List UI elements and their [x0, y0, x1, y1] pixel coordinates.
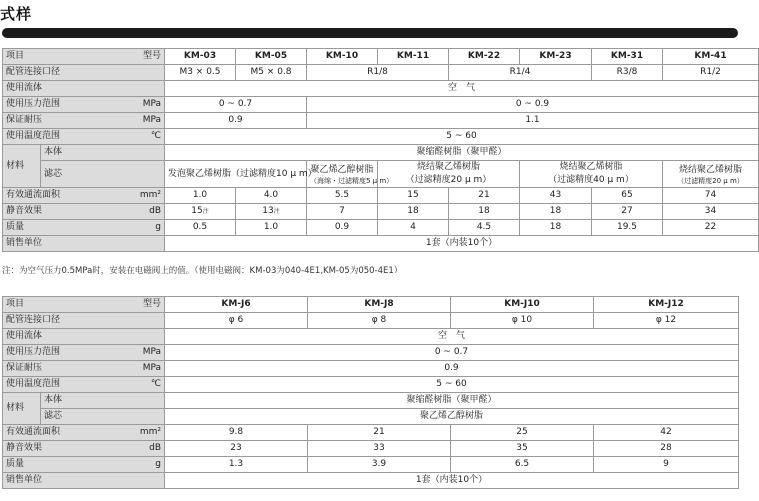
area-cell: 25: [451, 425, 594, 441]
filter-cell: 聚乙烯乙醇树脂: [165, 409, 739, 425]
table-row: [3, 457, 739, 473]
pressure-cell: 0 ~ 0.7: [165, 97, 307, 113]
table-row: [3, 473, 739, 489]
table-row: [3, 49, 759, 65]
row-label: 配管连接口径: [3, 313, 165, 329]
area-cell: 15: [378, 188, 449, 204]
filter-subtext: （过滤精度20 μ m）: [677, 176, 744, 185]
row-label-cell: [3, 425, 165, 441]
fluid-cell: 空 气: [165, 329, 739, 345]
unit-label: g: [155, 459, 161, 469]
unit-label: dB: [149, 206, 161, 216]
spec-table-km-j: [2, 296, 739, 489]
mass-cell: 9: [594, 457, 739, 473]
table-row: [3, 361, 739, 377]
noise-cell: 33: [308, 441, 451, 457]
noise-cell: [165, 204, 236, 220]
row-label: 使用流体: [3, 329, 165, 345]
filter-subtext: （过滤精度40 μ m）: [548, 175, 634, 185]
table-row: [3, 441, 739, 457]
area-cell: 74: [663, 188, 759, 204]
pressure-cell: 0 ~ 0.9: [307, 97, 759, 113]
row-label: 使用压力范围: [6, 99, 61, 109]
area-cell: 4.0: [236, 188, 307, 204]
mass-cell: 1.0: [236, 220, 307, 236]
model-header: KM-10: [307, 49, 378, 65]
proof-cell: 0.9: [165, 361, 739, 377]
material-label: 材料: [3, 393, 41, 425]
port-cell: R1/2: [663, 65, 759, 81]
row-label-cell: [3, 113, 165, 129]
table-row: [3, 393, 739, 409]
mass-cell: 4.5: [449, 220, 520, 236]
sale-unit-cell: 1套（内装10个）: [165, 473, 739, 489]
unit-label: ℃: [150, 131, 161, 141]
port-cell: φ 8: [308, 313, 451, 329]
note-mark: 注: [273, 208, 280, 215]
unit-label: mm²: [139, 427, 161, 437]
noise-cell: 18: [520, 204, 592, 220]
row-label-cell: [3, 377, 165, 393]
port-cell: R1/4: [449, 65, 592, 81]
port-cell: R1/8: [307, 65, 449, 81]
temp-cell: 5 ~ 60: [165, 129, 759, 145]
item-label: 项目: [6, 51, 25, 61]
noise-cell: 7: [307, 204, 378, 220]
row-label: 有效通流面积: [6, 190, 61, 200]
header-item-cell: [3, 297, 165, 313]
filter-label: 滤芯: [41, 161, 165, 188]
model-header: KM-23: [520, 49, 592, 65]
row-label-cell: [3, 188, 165, 204]
model-header: KM-J6: [165, 297, 308, 313]
noise-cell: 34: [663, 204, 759, 220]
table-row: [3, 145, 759, 161]
filter-text: 烧结聚乙烯树脂: [678, 164, 742, 175]
row-label-cell: [3, 97, 165, 113]
table-row: [3, 377, 739, 393]
item-label: 项目: [6, 299, 25, 309]
page-title: 式样: [0, 5, 33, 23]
row-label: 质量: [6, 459, 25, 469]
unit-label: g: [155, 222, 161, 232]
area-cell: 65: [592, 188, 663, 204]
model-header: KM-J8: [308, 297, 451, 313]
model-header: KM-J12: [594, 297, 739, 313]
table-row: [3, 236, 759, 252]
port-cell: φ 10: [451, 313, 594, 329]
filter-text: 烧结聚乙烯树脂: [559, 162, 623, 172]
row-label-cell: [3, 204, 165, 220]
row-label-cell: [3, 129, 165, 145]
noise-cell: 27: [592, 204, 663, 220]
spec-table-km: [2, 48, 759, 252]
mass-cell: 22: [663, 220, 759, 236]
area-cell: 9.8: [165, 425, 308, 441]
model-header: KM-22: [449, 49, 520, 65]
row-label: 质量: [6, 222, 25, 232]
body-label: 本体: [41, 145, 165, 161]
sale-unit-cell: 1套（内装10个）: [165, 236, 759, 252]
mass-cell: 0.9: [307, 220, 378, 236]
row-label: 有效通流面积: [6, 427, 61, 437]
unit-label: MPa: [142, 347, 161, 357]
table-row: [3, 220, 759, 236]
table-row: [3, 329, 739, 345]
filter-text: 聚乙烯乙醇树脂: [310, 164, 374, 175]
footnote: 注：为空气压力0.5MPa时，安装在电磁阀上的值。（使用电磁阀：KM-03为040-4E1,KM-05为050-4E1）: [2, 266, 403, 276]
model-label: 型号: [142, 51, 161, 61]
port-cell: M3 × 0.5: [165, 65, 236, 81]
filter-label: 滤芯: [41, 409, 165, 425]
area-cell: 5.5: [307, 188, 378, 204]
row-label: 使用温度范围: [6, 131, 61, 141]
noise-value: 15: [191, 206, 203, 216]
row-label: 使用压力范围: [6, 347, 61, 357]
row-label: 保证耐压: [6, 115, 43, 125]
unit-label: MPa: [142, 99, 161, 109]
model-header: KM-31: [592, 49, 663, 65]
model-header: KM-J10: [451, 297, 594, 313]
filter-cell: [307, 161, 394, 188]
filter-cell: 发泡聚乙烯树脂（过滤精度10 μ m）: [165, 161, 307, 188]
row-label-cell: [3, 441, 165, 457]
unit-label: dB: [149, 443, 161, 453]
row-label: 静音效果: [6, 206, 43, 216]
noise-value: 13: [262, 206, 274, 216]
table-row: [3, 297, 739, 313]
table-row: [3, 345, 739, 361]
port-cell: φ 6: [165, 313, 308, 329]
body-cell: 聚缩醛树脂（聚甲醛）: [165, 393, 739, 409]
mass-cell: 0.5: [165, 220, 236, 236]
row-label-cell: [3, 361, 165, 377]
mass-cell: 4: [378, 220, 449, 236]
row-label: 使用温度范围: [6, 379, 61, 389]
table-row: [3, 81, 759, 97]
noise-cell: 23: [165, 441, 308, 457]
body-cell: 聚缩醛树脂（聚甲醛）: [165, 145, 759, 161]
row-label-cell: [3, 345, 165, 361]
body-label: 本体: [41, 393, 165, 409]
table-row: [3, 188, 759, 204]
table-row: [3, 65, 759, 81]
noise-cell: 18: [449, 204, 520, 220]
table-row: [3, 113, 759, 129]
noise-cell: 35: [451, 441, 594, 457]
area-cell: 1.0: [165, 188, 236, 204]
table-row: [3, 204, 759, 220]
noise-cell: [236, 204, 307, 220]
unit-label: mm²: [139, 190, 161, 200]
note-mark: 注: [202, 208, 209, 215]
table-row: [3, 97, 759, 113]
unit-label: MPa: [142, 115, 161, 125]
filter-subtext: （海绵・过滤精度5 μ m）: [310, 176, 394, 185]
proof-cell: 0.9: [165, 113, 307, 129]
filter-text: 烧结聚乙烯树脂: [416, 162, 480, 172]
filter-cell: [520, 161, 663, 188]
row-label: 使用流体: [3, 81, 165, 97]
mass-cell: 18: [520, 220, 592, 236]
noise-cell: 28: [594, 441, 739, 457]
port-cell: R3/8: [592, 65, 663, 81]
noise-cell: 18: [378, 204, 449, 220]
model-label: 型号: [142, 299, 161, 309]
mass-cell: 6.5: [451, 457, 594, 473]
row-label: 保证耐压: [6, 363, 43, 373]
row-label: 配管连接口径: [3, 65, 165, 81]
filter-subtext: （过滤精度20 μ m）: [405, 175, 492, 185]
table-row: [3, 313, 739, 329]
row-label-cell: [3, 220, 165, 236]
temp-cell: 5 ~ 60: [165, 377, 739, 393]
material-label: 材料: [3, 145, 41, 188]
filter-cell: [378, 161, 520, 188]
area-cell: 43: [520, 188, 592, 204]
mass-cell: 3.9: [308, 457, 451, 473]
model-header: KM-03: [165, 49, 236, 65]
table-row: [3, 129, 759, 145]
model-header: KM-41: [663, 49, 759, 65]
title-divider: [2, 28, 738, 38]
row-label: 静音效果: [6, 443, 43, 453]
row-label-cell: [3, 457, 165, 473]
port-cell: φ 12: [594, 313, 739, 329]
table-row: [3, 161, 759, 188]
proof-cell: 1.1: [307, 113, 759, 129]
pressure-cell: 0 ~ 0.7: [165, 345, 739, 361]
mass-cell: 19.5: [592, 220, 663, 236]
fluid-cell: 空 气: [165, 81, 759, 97]
unit-label: MPa: [142, 363, 161, 373]
row-label: 销售单位: [3, 473, 165, 489]
model-header: KM-05: [236, 49, 307, 65]
table-row: [3, 425, 739, 441]
port-cell: M5 × 0.8: [236, 65, 307, 81]
row-label: 销售单位: [3, 236, 165, 252]
area-cell: 42: [594, 425, 739, 441]
mass-cell: 1.3: [165, 457, 308, 473]
unit-label: ℃: [150, 379, 161, 389]
filter-cell: [663, 161, 759, 188]
area-cell: 21: [449, 188, 520, 204]
table-row: [3, 409, 739, 425]
area-cell: 21: [308, 425, 451, 441]
header-item-cell: [3, 49, 165, 65]
model-header: KM-11: [378, 49, 449, 65]
